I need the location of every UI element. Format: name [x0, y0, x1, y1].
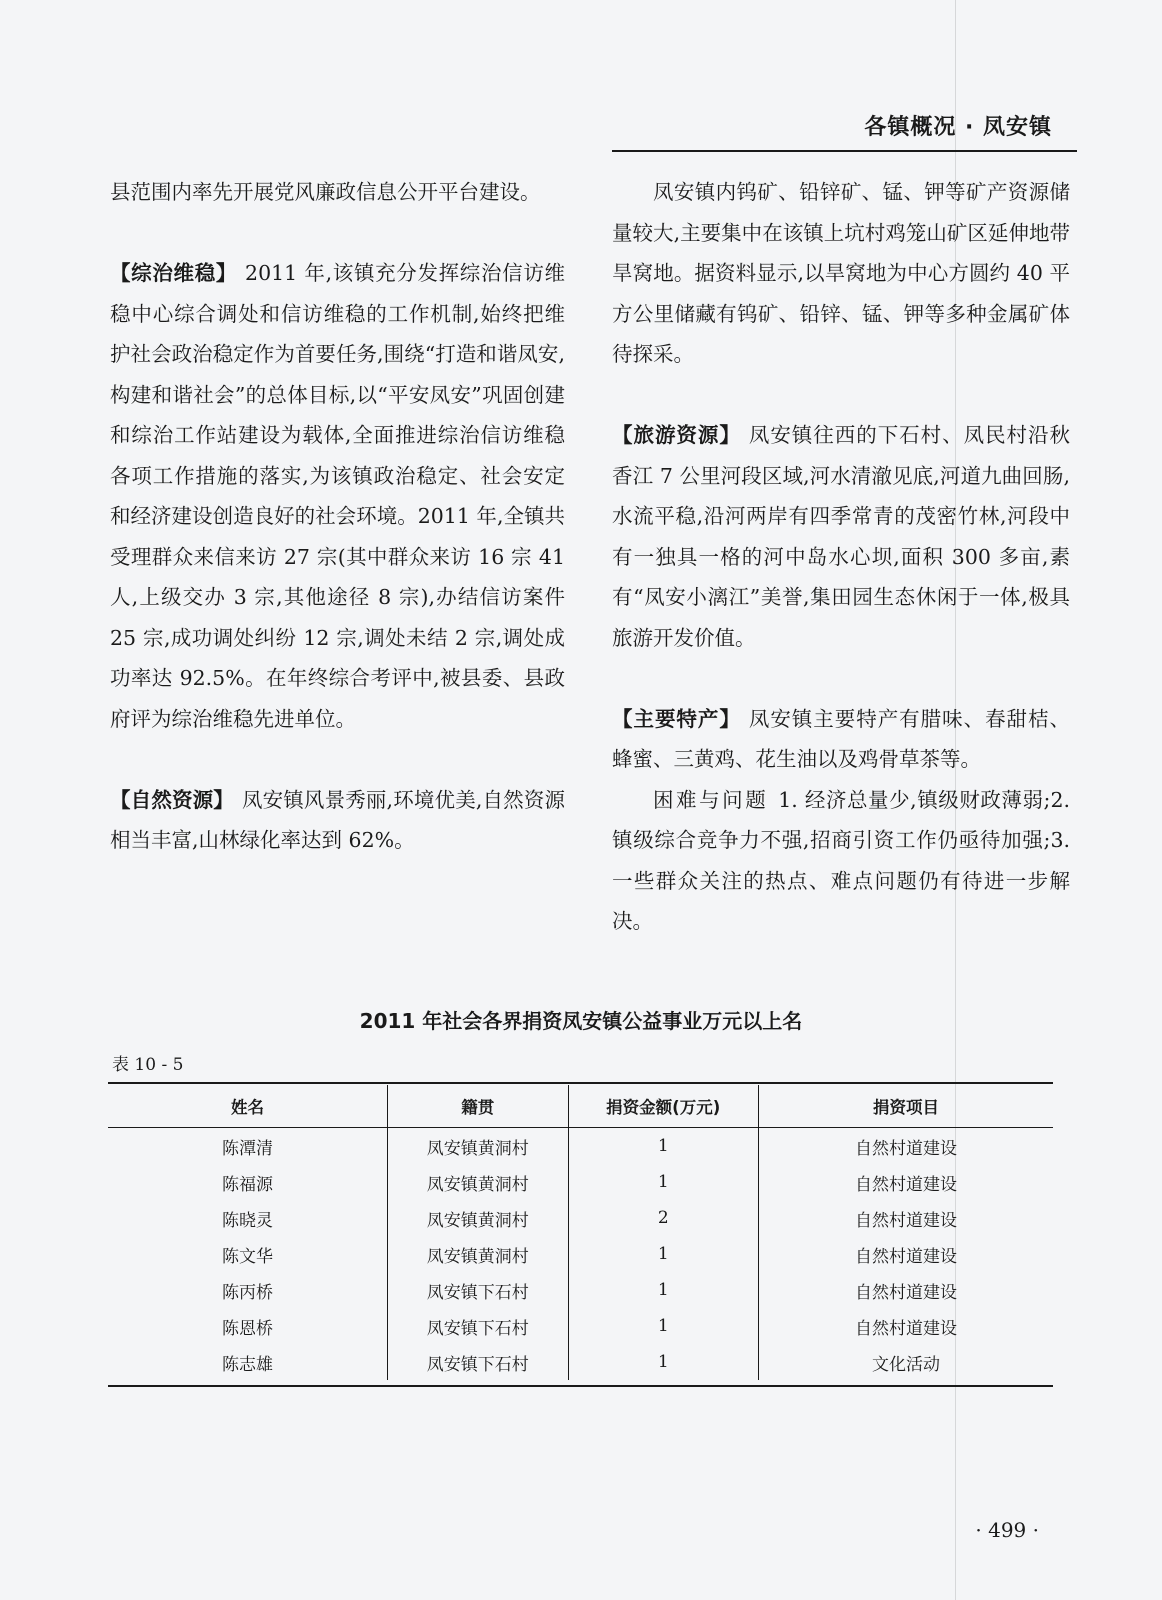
cell-name: 陈晓灵 — [222, 1210, 274, 1231]
table-number: 表 10 - 5 — [112, 1055, 184, 1075]
cell-amount: 1 — [568, 1164, 758, 1200]
header-project: 捐资项目 — [758, 1085, 1053, 1128]
cell-amount: 1 — [568, 1344, 758, 1380]
cell-amount: 1 — [568, 1128, 758, 1165]
table-header-row — [108, 1085, 1053, 1128]
ziran-heading: 【自然资源】 — [110, 787, 234, 812]
lvyou-paragraph — [612, 415, 1070, 658]
cell-project: 自然村道建设 — [758, 1272, 1053, 1308]
cell-amount: 2 — [568, 1200, 758, 1236]
zongzhi-heading: 【综治维稳】 — [110, 261, 238, 285]
intro-paragraph: 县范围内率先开展党风廉政信息公开平台建设。 — [110, 180, 541, 204]
ziran-text: 凤安镇风景秀丽,环境优美,自然资源相当丰富,山林绿化率达到 62%。 — [110, 787, 565, 852]
cell-name: 陈志雄 — [222, 1354, 274, 1375]
lvyou-heading: 【旅游资源】 — [612, 423, 741, 447]
issues-text: 1. 经济总量少,镇级财政薄弱;2. 镇级综合竞争力不强,招商引资工作仍亟待加强;3. 一些群众关注的热点、难点问题仍有待进一步解决。 — [612, 787, 1070, 933]
cell-origin: 凤安镇黄洞村 — [388, 1236, 568, 1272]
right-column — [612, 172, 1070, 942]
donation-table-wrap — [108, 1085, 1053, 1380]
cell-project: 文化活动 — [758, 1344, 1053, 1380]
cell-name: 陈文华 — [222, 1246, 274, 1267]
table-bottom-rule — [108, 1385, 1053, 1387]
issues-label: 困难与问题 — [653, 787, 769, 812]
donation-table — [108, 1085, 1053, 1380]
techan-text: 凤安镇主要特产有腊味、春甜桔、蜂蜜、三黄鸡、花生油以及鸡骨草茶等。 — [612, 706, 1071, 771]
issues-paragraph — [612, 780, 1070, 942]
running-header: 各镇概况 · 凤安镇 — [864, 115, 1052, 140]
cell-project: 自然村道建设 — [758, 1308, 1053, 1344]
table-row — [108, 1128, 1053, 1165]
cell-project: 自然村道建设 — [758, 1128, 1053, 1165]
ziran-paragraph — [110, 780, 565, 861]
cell-project: 自然村道建设 — [758, 1236, 1053, 1272]
header-origin: 籍贯 — [388, 1085, 568, 1128]
table-row — [108, 1272, 1053, 1308]
cell-origin: 凤安镇黄洞村 — [388, 1128, 568, 1165]
table-row — [108, 1308, 1053, 1344]
left-column — [110, 172, 565, 861]
table-row — [108, 1236, 1053, 1272]
zongzhi-text: 2011 年,该镇充分发挥综治信访维稳中心综合调处和信访维稳的工作机制,始终把维护社会政治稳定作为首要任务,围绕“打造和谐凤安,构建和谐社会”的总体目标,以“平安凤安”巩固创建和综治工作站建设为载体,全面推进综治信访维稳各项工作措施的落实,为该镇政治稳定、社会安定和经济建设创造良好的社会环境。2011 年,全镇共受理群众来信来访 27 宗(其中群众来访 16 宗 41 人,上级交办 3 宗,其他途径 8 宗),办结信访案件 25 宗,成功调处纠纷 12 宗,调处未结 2 宗,调处成功率达 92.5%。在年终综合考评中,被县委、县政府评为综治维稳先进单位。 — [110, 261, 566, 731]
cell-amount: 1 — [568, 1236, 758, 1272]
techan-heading: 【主要特产】 — [612, 706, 741, 731]
table-top-rule — [108, 1082, 1053, 1084]
header-name: 姓名 — [108, 1085, 388, 1128]
cell-amount: 1 — [568, 1272, 758, 1308]
lvyou-text: 凤安镇往西的下石村、凤民村沿秋香江 7 公里河段区域,河水清澈见底,河道九曲回肠,水流平稳,沿河两岸有四季常青的茂密竹林,河段中有一独具一格的河中岛水心坝,面积 300 多亩,素有“凤安小漓江”美誉,集田园生态休闲于一体,极具旅游开发价值。 — [612, 423, 1071, 650]
cell-project: 自然村道建设 — [758, 1164, 1053, 1200]
cell-origin: 凤安镇黄洞村 — [388, 1164, 568, 1200]
cell-name: 陈恩桥 — [222, 1318, 274, 1339]
table-row — [108, 1200, 1053, 1236]
cell-name: 陈丙桥 — [222, 1282, 274, 1303]
header-amount: 捐资金额(万元) — [568, 1085, 758, 1128]
table-row — [108, 1164, 1053, 1200]
cell-origin: 凤安镇下石村 — [388, 1272, 568, 1308]
cell-origin: 凤安镇黄洞村 — [388, 1200, 568, 1236]
cell-project: 自然村道建设 — [758, 1200, 1053, 1236]
page-number: · 499 · — [975, 1518, 1039, 1542]
techan-paragraph — [612, 699, 1070, 780]
cell-name: 陈潭清 — [222, 1138, 274, 1159]
mineral-paragraph: 凤安镇内钨矿、铅锌矿、锰、钾等矿产资源储量较大,主要集中在该镇上坑村鸡笼山矿区延伸地带旱窝地。据资料显示,以旱窝地为中心方圆约 40 平方公里储藏有钨矿、铅锌、锰、钾等多种金属矿体待探采。 — [612, 180, 1070, 366]
table-title: 2011 年社会各界捐资凤安镇公益事业万元以上名 — [359, 1009, 803, 1033]
table-row — [108, 1344, 1053, 1380]
cell-origin: 凤安镇下石村 — [388, 1308, 568, 1344]
cell-amount: 1 — [568, 1308, 758, 1344]
cell-origin: 凤安镇下石村 — [388, 1344, 568, 1380]
zongzhi-paragraph — [110, 253, 565, 739]
header-rule — [612, 150, 1077, 152]
cell-name: 陈福源 — [222, 1174, 274, 1195]
